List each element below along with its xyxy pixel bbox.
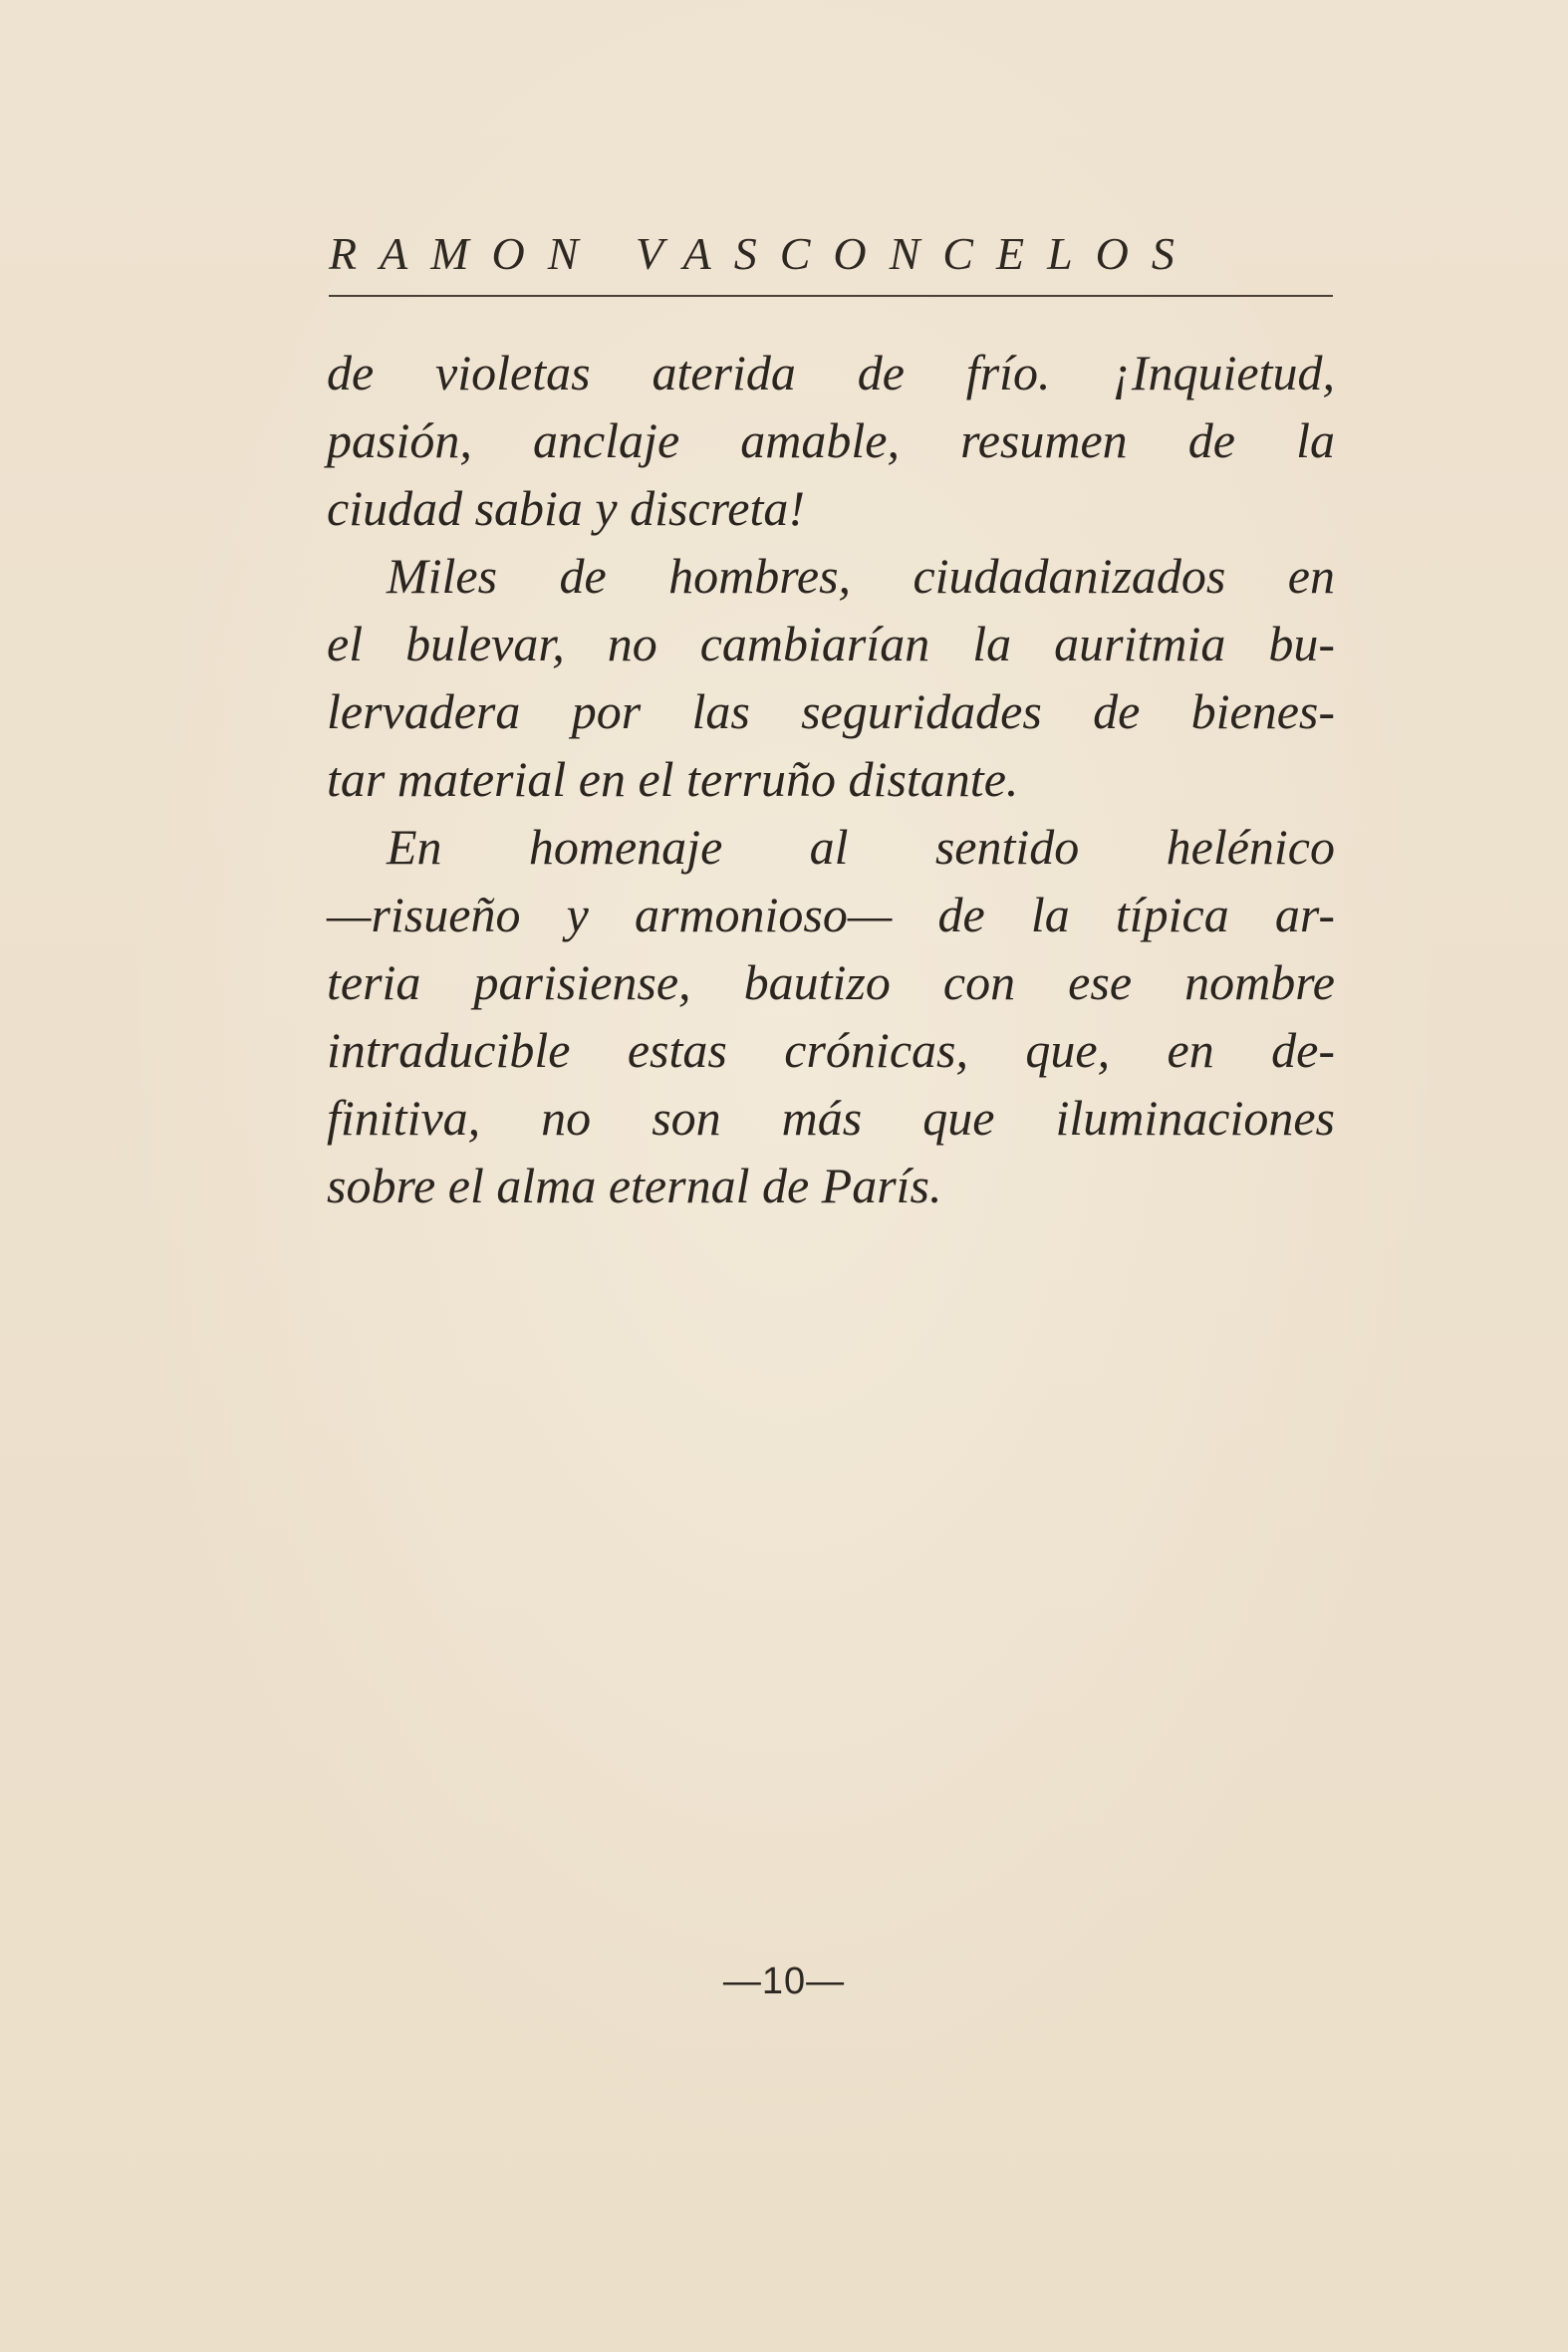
text-line: —risueño y armonioso— de la típica ar- <box>327 887 1335 942</box>
page-number: —10— <box>722 1960 846 2002</box>
text-line: En homenaje al sentido helénico <box>387 819 1335 875</box>
text-line: Miles de hombres, ciudadanizados en <box>387 548 1335 604</box>
text-line: pasión, anclaje amable, resumen de la <box>327 412 1335 468</box>
text-line: finitiva, no son más que iluminaciones <box>327 1090 1335 1146</box>
text-line: teria parisiense, bautizo con ese nombre <box>327 954 1335 1010</box>
text-line: ciudad sabia y discreta! <box>327 480 806 536</box>
running-header: RAMON VASCONCELOS <box>329 228 1197 279</box>
body-text <box>327 339 1335 1219</box>
text-line: sobre el alma eternal de París. <box>327 1158 942 1213</box>
text-line: el bulevar, no cambiarían la auritmia bu- <box>327 616 1335 671</box>
text-line: de violetas aterida de frío. ¡Inquietud, <box>327 345 1335 400</box>
text-line: lervadera por las seguridades de bienes- <box>327 683 1335 739</box>
text-line: tar material en el terruño distante. <box>327 751 1019 807</box>
header-rule <box>329 295 1333 297</box>
text-line: intraducible estas crónicas, que, en de- <box>327 1022 1335 1078</box>
